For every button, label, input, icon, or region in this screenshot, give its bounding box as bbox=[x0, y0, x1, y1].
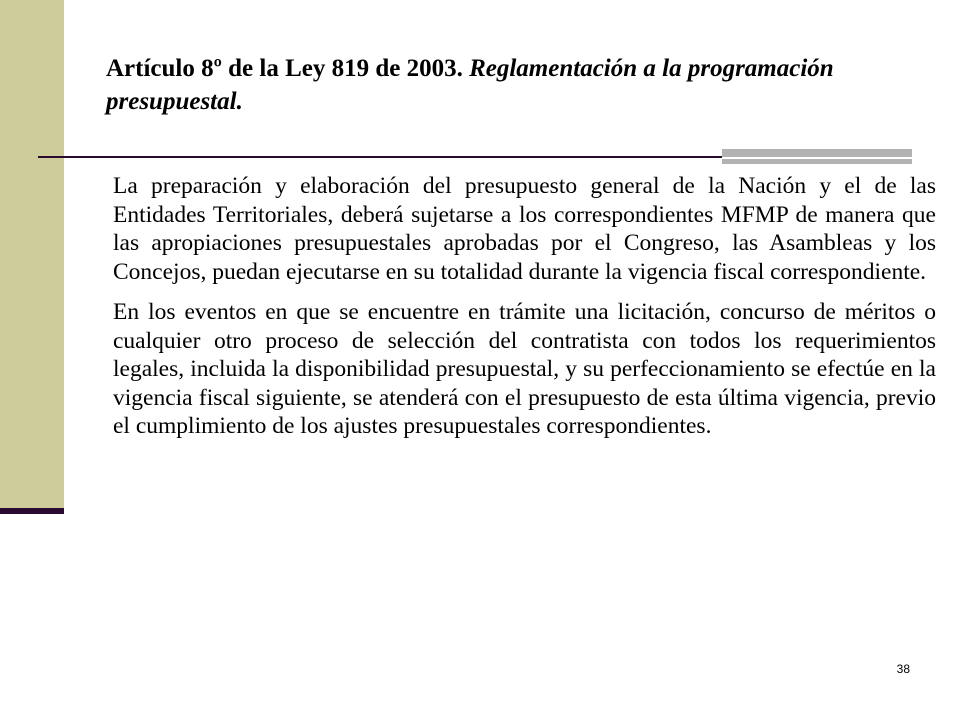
slide-title bbox=[106, 52, 906, 118]
accent-bar-top bbox=[722, 149, 912, 157]
sidebar-base-line bbox=[0, 508, 64, 514]
slide-body bbox=[113, 172, 936, 453]
page-number: 38 bbox=[896, 662, 910, 676]
paragraph-2: En los eventos en que se encuentre en trámite una licitación, concurso de méritos o cualquier otro proceso de selección del contratista con todos los requerimientos legales, incluida la disponibilidad presupuestal, y su perfeccionamiento se efectúe en la vigencia fiscal siguiente, se atenderá con el presupuesto de esta última vigencia, previo el cumplimiento de los ajustes presupuestales correspondientes. bbox=[113, 299, 936, 439]
title-divider bbox=[38, 156, 722, 158]
decorative-sidebar bbox=[0, 0, 64, 512]
paragraph-1: La preparación y elaboración del presupuesto general de la Nación y el de las Entidades Territoriales, deberá sujetarse a los correspondientes MFMP de manera que las apropiaciones presupuestales aprobadas por el Congreso, las Asambleas y los Concejos, puedan ejecutarse en su totalidad durante la vigencia fiscal correspondiente. bbox=[113, 173, 936, 285]
title-italic: Reglamentación a la programación presupuestal. bbox=[106, 55, 834, 115]
title-divider-accent bbox=[722, 149, 912, 165]
accent-bar-bottom bbox=[722, 159, 912, 164]
title-main: Artículo 8º de la Ley 819 de 2003. bbox=[106, 55, 470, 82]
